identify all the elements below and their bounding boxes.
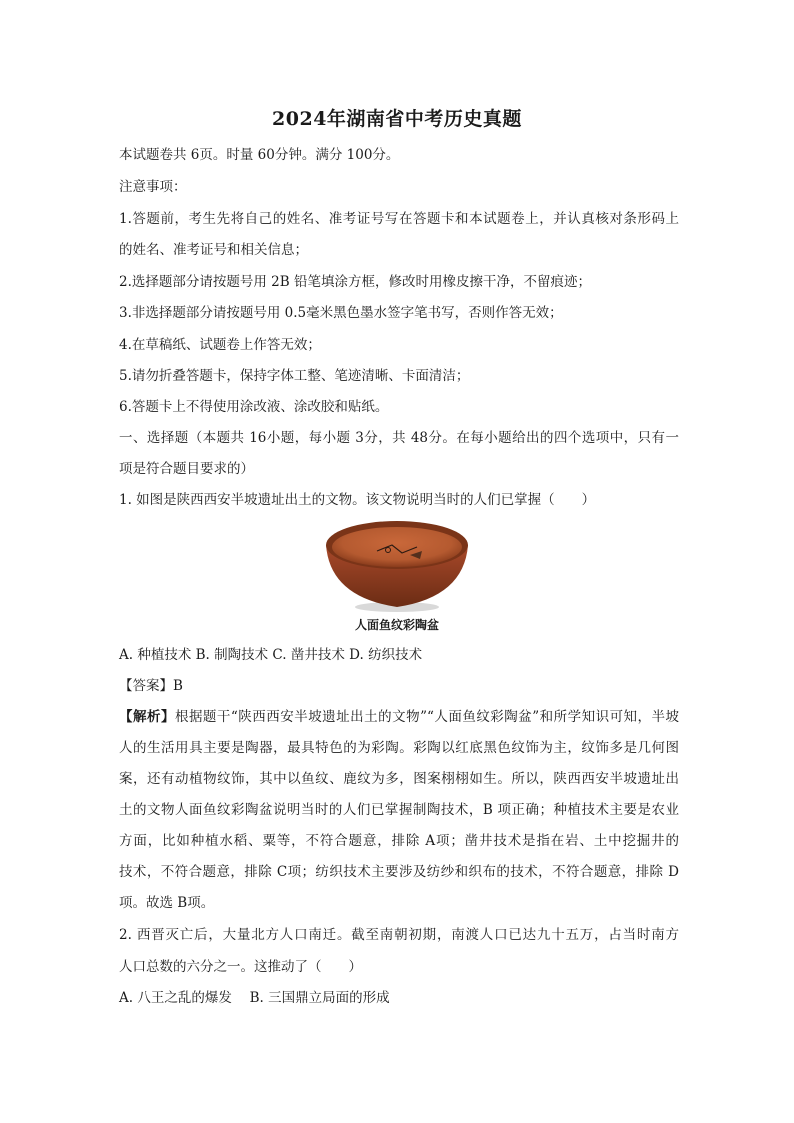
analysis-line: 土的文物人面鱼纹彩陶盆说明当时的人们已掌握制陶技术，B 项正确；种植技术主要是农业 xyxy=(119,802,679,818)
notice-item: 6.答题卡上不得使用涂改液、涂改胶和贴纸。 xyxy=(119,399,389,415)
notice-item: 1.答题前，考生先将自己的姓名、准考证号写在答题卡和本试题卷上，并认真核对条形码上 xyxy=(119,211,679,227)
analysis-line: 项。故选 B项。 xyxy=(119,895,215,911)
question-1-answer: 【答案】B xyxy=(119,678,183,694)
notice-item: 4.在草稿纸、试题卷上作答无效； xyxy=(119,337,321,353)
analysis-text: 根据题干“陕西西安半坡遗址出土的文物”“人面鱼纹彩陶盆”和所学知识可知，半坡 xyxy=(174,709,680,725)
analysis-line: 人的生活用具主要是陶器，最具特色的为彩陶。彩陶以红底黑色纹饰为主，纹饰多是几何图 xyxy=(119,740,679,756)
question-2-stem: 2. 西晋灭亡后，大量北方人口南迁。截至南朝初期，南渡人口已达九十五万，占当时南方 xyxy=(119,927,679,943)
section-heading-cont: 项是符合题目要求的） xyxy=(119,461,254,477)
analysis-label: 【解析】 xyxy=(119,709,175,725)
question-2-options: A. 八王之乱的爆发 B. 三国鼎立局面的形成 xyxy=(119,990,390,1006)
pottery-basin-image xyxy=(322,517,472,613)
notice-item: 2.选择题部分请按题号用 2B 铅笔填涂方框，修改时用橡皮擦干净，不留痕迹； xyxy=(119,274,591,290)
question-1-analysis xyxy=(119,708,679,726)
question-1-stem: 1. 如图是陕西西安半坡遗址出土的文物。该文物说明当时的人们已掌握（ ） xyxy=(119,492,596,508)
question-2-stem-cont: 人口总数的六分之一。这推动了（ ） xyxy=(119,959,362,975)
section-heading: 一、选择题（本题共 16小题，每小题 3分，共 48分。在每小题给出的四个选项中，只有一 xyxy=(119,430,679,446)
image-caption: 人面鱼纹彩陶盆 xyxy=(354,618,439,632)
page-title: 2024年湖南省中考历史真题 xyxy=(272,108,522,130)
notice-item: 5.请勿折叠答题卡，保持字体工整、笔迹清晰、卡面清洁； xyxy=(119,368,470,384)
notice-item: 的姓名、准考证号和相关信息； xyxy=(119,242,308,258)
analysis-line: 技术，不符合题意，排除 C项；纺织技术主要涉及纺纱和织布的技术，不符合题意，排除 D xyxy=(119,864,679,880)
intro-text: 本试题卷共 6页。时量 60分钟。满分 100分。 xyxy=(119,147,400,163)
notice-item: 3.非选择题部分请按题号用 0.5毫米黑色墨水签字笔书写，否则作答无效； xyxy=(119,305,563,321)
analysis-line: 方面，比如种植水稻、粟等，不符合题意，排除 A项；凿井技术是指在岩、土中挖掘井的 xyxy=(119,833,679,849)
notice-heading: 注意事项： xyxy=(119,179,187,195)
question-1-options: A. 种植技术 B. 制陶技术 C. 凿井技术 D. 纺织技术 xyxy=(119,647,423,663)
analysis-line: 案，还有动植物纹饰，其中以鱼纹、鹿纹为多，图案栩栩如生。所以，陕西西安半坡遗址出 xyxy=(119,771,679,787)
